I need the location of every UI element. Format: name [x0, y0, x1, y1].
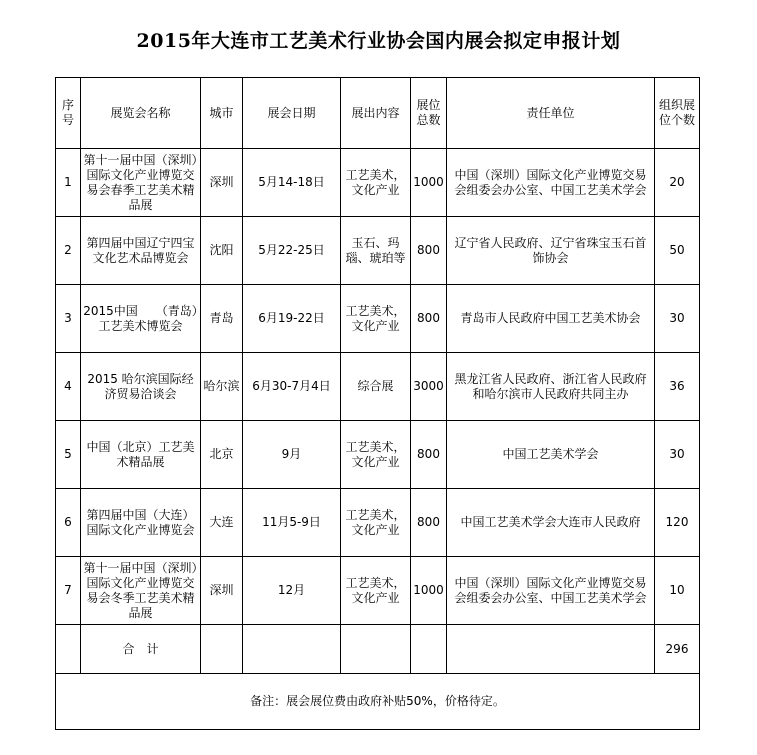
- city: 青岛: [201, 285, 243, 353]
- booth-total: 800: [411, 217, 447, 285]
- header-booths: 展位总数: [411, 78, 447, 149]
- exhibition-name: 第十一届中国（深圳）国际文化产业博览交易会春季工艺美术精品展: [81, 149, 201, 217]
- table-row: [56, 149, 700, 217]
- row-no: 3: [56, 285, 81, 353]
- exhibition-name: 2015中国 （青岛）工艺美术博览会: [81, 285, 201, 353]
- table-row: [56, 353, 700, 421]
- header-no: 序号: [56, 78, 81, 149]
- row-no: 7: [56, 557, 81, 625]
- city: 大连: [201, 489, 243, 557]
- table-row: [56, 489, 700, 557]
- exhibition-date: 5月14-18日: [243, 149, 341, 217]
- exhibition-content: 工艺美术，文化产业: [341, 557, 411, 625]
- booth-total: 800: [411, 489, 447, 557]
- organized-booths: 120: [655, 489, 700, 557]
- note-text: 备注：展会展位费由政府补贴50%，价格待定。: [56, 674, 700, 730]
- header-row: [56, 78, 700, 149]
- booth-total: 1000: [411, 149, 447, 217]
- exhibition-name: 第四届中国（大连）国际文化产业博览会: [81, 489, 201, 557]
- exhibition-date: 5月22-25日: [243, 217, 341, 285]
- exhibition-date: 6月19-22日: [243, 285, 341, 353]
- exhibition-plan-table: [55, 77, 700, 730]
- responsible-org: 中国工艺美术学会大连市人民政府: [447, 489, 655, 557]
- row-no: 5: [56, 421, 81, 489]
- exhibition-date: 11月5-9日: [243, 489, 341, 557]
- total-empty-date: [243, 625, 341, 674]
- responsible-org: 黑龙江省人民政府、浙江省人民政府和哈尔滨市人民政府共同主办: [447, 353, 655, 421]
- total-group: 296: [655, 625, 700, 674]
- header-name: 展览会名称: [81, 78, 201, 149]
- total-empty-content: [341, 625, 411, 674]
- organized-booths: 20: [655, 149, 700, 217]
- exhibition-name: 中国（北京）工艺美术精品展: [81, 421, 201, 489]
- row-no: 6: [56, 489, 81, 557]
- header-org: 责任单位: [447, 78, 655, 149]
- responsible-org: 青岛市人民政府中国工艺美术协会: [447, 285, 655, 353]
- exhibition-date: 12月: [243, 557, 341, 625]
- booth-total: 3000: [411, 353, 447, 421]
- exhibition-content: 工艺美术，文化产业: [341, 285, 411, 353]
- exhibition-content: 工艺美术，文化产业: [341, 489, 411, 557]
- city: 沈阳: [201, 217, 243, 285]
- exhibition-date: 9月: [243, 421, 341, 489]
- header-date: 展会日期: [243, 78, 341, 149]
- header-city: 城市: [201, 78, 243, 149]
- responsible-org: 中国工艺美术学会: [447, 421, 655, 489]
- exhibition-name: 2015 哈尔滨国际经济贸易洽谈会: [81, 353, 201, 421]
- responsible-org: 中国（深圳）国际文化产业博览交易会组委会办公室、中国工艺美术学会: [447, 149, 655, 217]
- responsible-org: 中国（深圳）国际文化产业博览交易会组委会办公室、中国工艺美术学会: [447, 557, 655, 625]
- note-row: [56, 674, 700, 730]
- exhibition-name: 第四届中国辽宁四宝文化艺术品博览会: [81, 217, 201, 285]
- city: 哈尔滨: [201, 353, 243, 421]
- city: 深圳: [201, 557, 243, 625]
- table-row: [56, 421, 700, 489]
- exhibition-content: 玉石、玛瑙、琥珀等: [341, 217, 411, 285]
- table-row: [56, 217, 700, 285]
- responsible-org: 辽宁省人民政府、辽宁省珠宝玉石首饰协会: [447, 217, 655, 285]
- city: 深圳: [201, 149, 243, 217]
- booth-total: 800: [411, 285, 447, 353]
- header-content: 展出内容: [341, 78, 411, 149]
- booth-total: 1000: [411, 557, 447, 625]
- exhibition-date: 6月30-7月4日: [243, 353, 341, 421]
- total-empty-no: [56, 625, 81, 674]
- exhibition-content: 综合展: [341, 353, 411, 421]
- organized-booths: 30: [655, 285, 700, 353]
- table-row: [56, 557, 700, 625]
- city: 北京: [201, 421, 243, 489]
- total-row: [56, 625, 700, 674]
- table-row: [56, 285, 700, 353]
- total-empty-city: [201, 625, 243, 674]
- booth-total: 800: [411, 421, 447, 489]
- exhibition-content: 工艺美术，文化产业: [341, 149, 411, 217]
- document-title: 2015年大连市工艺美术行业协会国内展会拟定申报计划: [136, 30, 621, 52]
- header-group: 组织展位个数: [655, 78, 700, 149]
- organized-booths: 10: [655, 557, 700, 625]
- exhibition-content: 工艺美术，文化产业: [341, 421, 411, 489]
- total-label: 合 计: [81, 625, 201, 674]
- row-no: 2: [56, 217, 81, 285]
- organized-booths: 30: [655, 421, 700, 489]
- total-empty-booths: [411, 625, 447, 674]
- row-no: 4: [56, 353, 81, 421]
- total-empty-org: [447, 625, 655, 674]
- exhibition-name: 第十一届中国（深圳）国际文化产业博览交易会冬季工艺美术精品展: [81, 557, 201, 625]
- row-no: 1: [56, 149, 81, 217]
- organized-booths: 50: [655, 217, 700, 285]
- organized-booths: 36: [655, 353, 700, 421]
